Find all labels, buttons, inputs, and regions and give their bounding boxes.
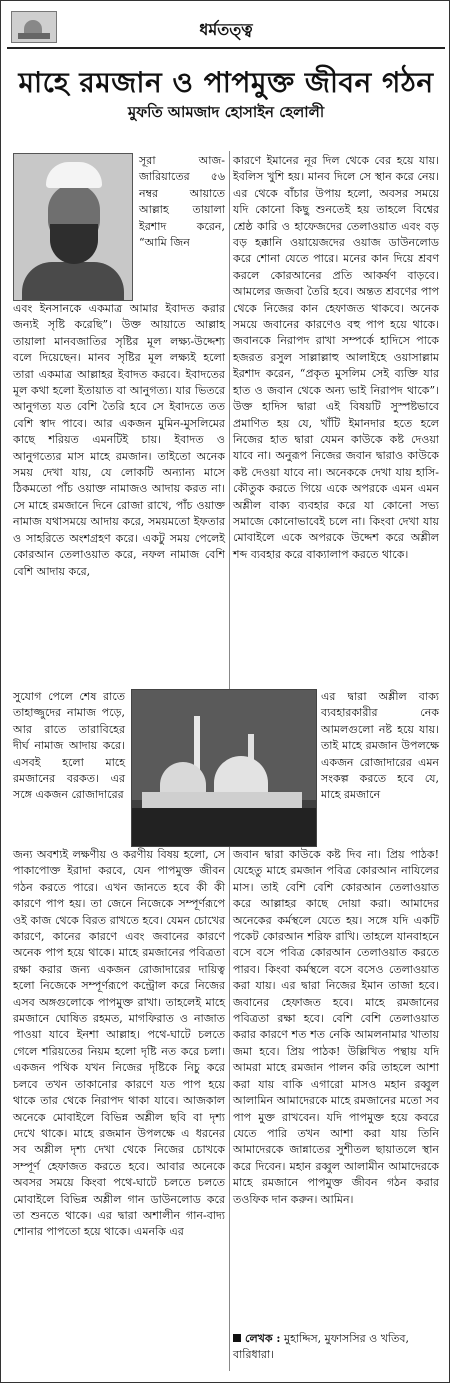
- author-photo: [13, 153, 133, 301]
- section-title: ধর্মতত্ত্ব: [199, 20, 253, 39]
- article-title: মাহে রমজান ও পাপমুক্ত জীবন গঠন: [18, 66, 434, 99]
- text-block-c2-top: কারণে ইমানের নূর দিল থেকে বের হয়ে যায়। ইবলিস খুশি হয়। মানব দিলে সে স্থান করে নেয়। এর থেকে বাঁচার উপায় হলো, অবসর সময়ে যদি কোনো কিছু শুনতেই হয় তাহলে বিশ্বের শ্রেষ্ঠ কারি ও হাফেজদের তেলাওয়াত এবং বড় বড় হক্কানি ওয়ায়েজদের ওয়াজ ডাউনলোড করে শোনা যেতে পারে। মনের কান দিয়ে শ্রবণ করলে কোরআনের প্রতি আকর্ষণ বাড়বে। আমলের জজবা তৈরি হবে। অন্তত শ্রবণের পাপ থেকে নিজের কান হেফাজত থাকবে। অনেক সময়ে জবানের কারণেও বহু পাপ হয়ে থাকে। জবানকে নিরাপদ রাখা সম্পর্কে হাদিসে পাকে হজরত রসুল সাল্লাল্লাহু আলাইহে ওয়াসাল্লাম ইরশাদ করেন, “প্রকৃত মুসলিম সেই ব্যক্তি যার হাত ও জবান থেকে অন্য ভাই নিরাপদ থাকে”। উক্ত হাদিস দ্বারা এই বিষয়টি সুস্পষ্টভাবে প্রমাণিত হয় যে, খাঁটি ইমানদার হতে হলে নিজের হাত দ্বারা যেমন কাউকে কষ্ট দেওয়া যাবে না। অনুরূপ নিজের জবান দ্বারাও কাউকে কষ্ট দেওয়া যাবে না। অনেককে দেখা যায় হাসি-কৌতুক করতে গিয়ে একে অপরকে এমন এমন অশ্লীল বাক্য ব্যবহার করে যা কোনো সভ্য সমাজে কোনোভাবেই চলে না। কিংবা দেখা যায় মোবাইলে একে অপরকে উদ্দেশ করে অশ্লীল শব্দ ব্যবহার করে বাক্যালাপ করতে থাকে।: [233, 154, 439, 561]
- article-author: মুফতি আমজাদ হোসাইন হেলালী: [127, 103, 325, 121]
- text-block-c1-wide: এবং ইনসানকে একমাত্র আমার ইবাদত করার জন্যই সৃষ্টি করেছি”। উক্ত আয়াতে আল্লাহ তায়ালা মানবজাতির সৃষ্টির মূল লক্ষ্য-উদ্দেশ্য বলে দিয়েছেন। মানব সৃষ্টির মূল লক্ষ্যই হলো তারা একমাত্র আল্লাহর ইবাদত করবে। ইবাদতের মূল কথা হলো ইতায়াত বা আনুগত্য। যার ভিতরে আনুগত্য যত বেশি তৈরি হবে সে ইবাদতে তত বেশি স্বাদ পাবে। আর একজন মুমিন-মুসলিমের কাছে শরিয়ত এমনটিই চায়। ইবাদত ও আনুগত্যের মাস মাহে রমজান। তাইতো অনেক সময় দেখা যায়, যে লোকটি অন্যান্য মাসে ঠিকমতো পাঁচ ওয়াক্ত নামাজও আদায় করত না। সে মাহে রমজানে দিনে রোজা রাখে, পাঁচ ওয়াক্ত নামাজ যথাসময়ে আদায় করে, সময়মতো ইফতার ও সাহরিতে অংশগ্রহণ করে। একটু সময় পেলেই কোরআন তেলাওয়াত করে, নফল নামাজ বেশি বেশি আদায় করে,: [13, 302, 225, 578]
- text-block-c2-bottom: জবান দ্বারা কাউকে কষ্ট দিব না। প্রিয় পাঠক! যেহেতু মাহে রমজান পবিত্র কোরআন নাযিলের মাস। তাই বেশি বেশি কোরআন তেলাওয়াত করে আল্লাহর কাছে দোয়া করা। আমাদের অনেকের কর্মস্থলে যেতে হয়। সঙ্গে যদি একটি পকেট কোরআন শরিফ রাখি। তাহলে যানবাহনে বসে বসে পবিত্র কোরআন তেলাওয়াত করতে পারব। কিংবা কর্মস্থলে বসে বসেও তেলাওয়াত করা যায়। এর দ্বারা নিজের ইমান তাজা হবে। জবানের হেফাজত হবে। মাহে রমজানের পবিত্রতা রক্ষা হবে। বেশি বেশি তেলাওয়াত করার কারণে শত শত নেকি আমলনামার খাতায় জমা হবে। প্রিয় পাঠক! উল্লিখিত পন্থায় যদি আমরা মাহে রমজান পালন করি তাহলে আশা করা যায় বাকি এগারো মাসও মহান রব্বুল আলামিন আমাদেরকে মাহে রমজানের মতো সব পাপ মুক্ত রাখবেন। যদি পাপমুক্ত হয়ে কবরে যেতে পারি তখন আশা করা যায় তিনি আমাদেরকে জান্নাতের সুশীতল ছায়াতলে স্থান করে দিবেন। মহান রব্বুল আলামীন আমাদেরকে মাহে রমজানে পাপমুক্ত জীবন গঠন করার তওফিক দান করুন। আমিন।: [233, 848, 439, 1206]
- section-header: [7, 7, 445, 49]
- mosque-photo: [131, 689, 317, 847]
- text-block-c1-narrow: সূরা আজ-জারিয়াতের ৫৬ নম্বর আয়াতে আল্লাহ তায়ালা ইরশাদ করেন, “আমি জিন: [139, 154, 225, 250]
- byline-label: লেখক :: [245, 1332, 281, 1345]
- author-byline: [233, 1331, 439, 1364]
- text-block-c1-bottom: জন্য অবশ্যই লক্ষণীয় ও করণীয় বিষয় হলো, সে পাকাপোক্ত ইরাদা করবে, যেন পাপমুক্ত জীবন গঠন করতে পারে। এখন জানতে হবে কী কী কারণে পাপ হয়। তা জেনে নিজেকে সম্পূর্ণরূপে ওই কাজ থেকে বিরত রাখতে হবে। যেমন চোখের কারণে, কানের কারণে এবং জবানের কারণে অনেক পাপ হয়ে থাকে। মাহে রমজানের পবিত্রতা রক্ষা করার জন্য একজন রোজাদারের দায়িত্ব হলো নিজেকে সম্পূর্ণরূপে কন্ট্রোল করে নিজের এসব অঙ্গগুলোকে পাপমুক্ত রাখা। তাহলেই মাহে রমজানে ঘোষিত রহমত, মাগফিরাত ও নাজাত পাওয়া যাবে ইনশা আল্লাহ। পথে-ঘাটে চলতে গেলে শরিয়তের নিয়ম হলো দৃষ্টি নত করে চলা। একজন পথিক যখন নিজের দৃষ্টিকে নিচু করে চলবে তখন তাকানোর কারণে যত পাপ হয়ে থাকে তার থেকে নিরাপদ থাকা যাবে। আজকাল অনেকে মোবাইলে বিভিন্ন অশ্লীল ছবি বা দৃশ্য দেখে থাকে। মাহে রজমান উপলক্ষে এ ধরনের সব অশ্লীল দৃশ্য দেখা থেকে নিজের চোখকে সম্পূর্ণ হেফাজত করতে হবে। আবার অনেকে অবসর সময়ে কিংবা পথে-ঘাটে চলতে চলতে মোবাইলে বিভিন্ন অশ্লীল গান ডাউনলোড করে তা শুনতে থাকে। এর দ্বারা অশালীন গান-বাদ্য শোনার পাপতো হয়ে থাকে। এমনকি এর: [13, 848, 225, 1239]
- text-block-c1-narrow2: সুযোগ পেলে শেষ রাতে তাহাজ্জুদের নামাজ পড়ে, আর রাতে তারাবিহের দীর্ঘ নামাজ আদায় করে। এসবই হলো মাহে রমজানের বরকত। এর সঙ্গে একজন রোজাদারের: [13, 690, 125, 802]
- byline-text: মুহাদ্দিস, মুফাসসির ও খতিব, বারিধারা।: [233, 1332, 410, 1362]
- square-bullet-icon: [233, 1334, 241, 1342]
- text-block-c2-narrow: এর দ্বারা অশ্লীল বাক্য ব্যবহারকারীর নেক আমলগুলো নষ্ট হয়ে যায়। তাই মাহে রমজান উপলক্ষে একজন রোজাদারের এমন সংকল্প করতে হবে যে, মাহে রমজানে: [321, 690, 439, 802]
